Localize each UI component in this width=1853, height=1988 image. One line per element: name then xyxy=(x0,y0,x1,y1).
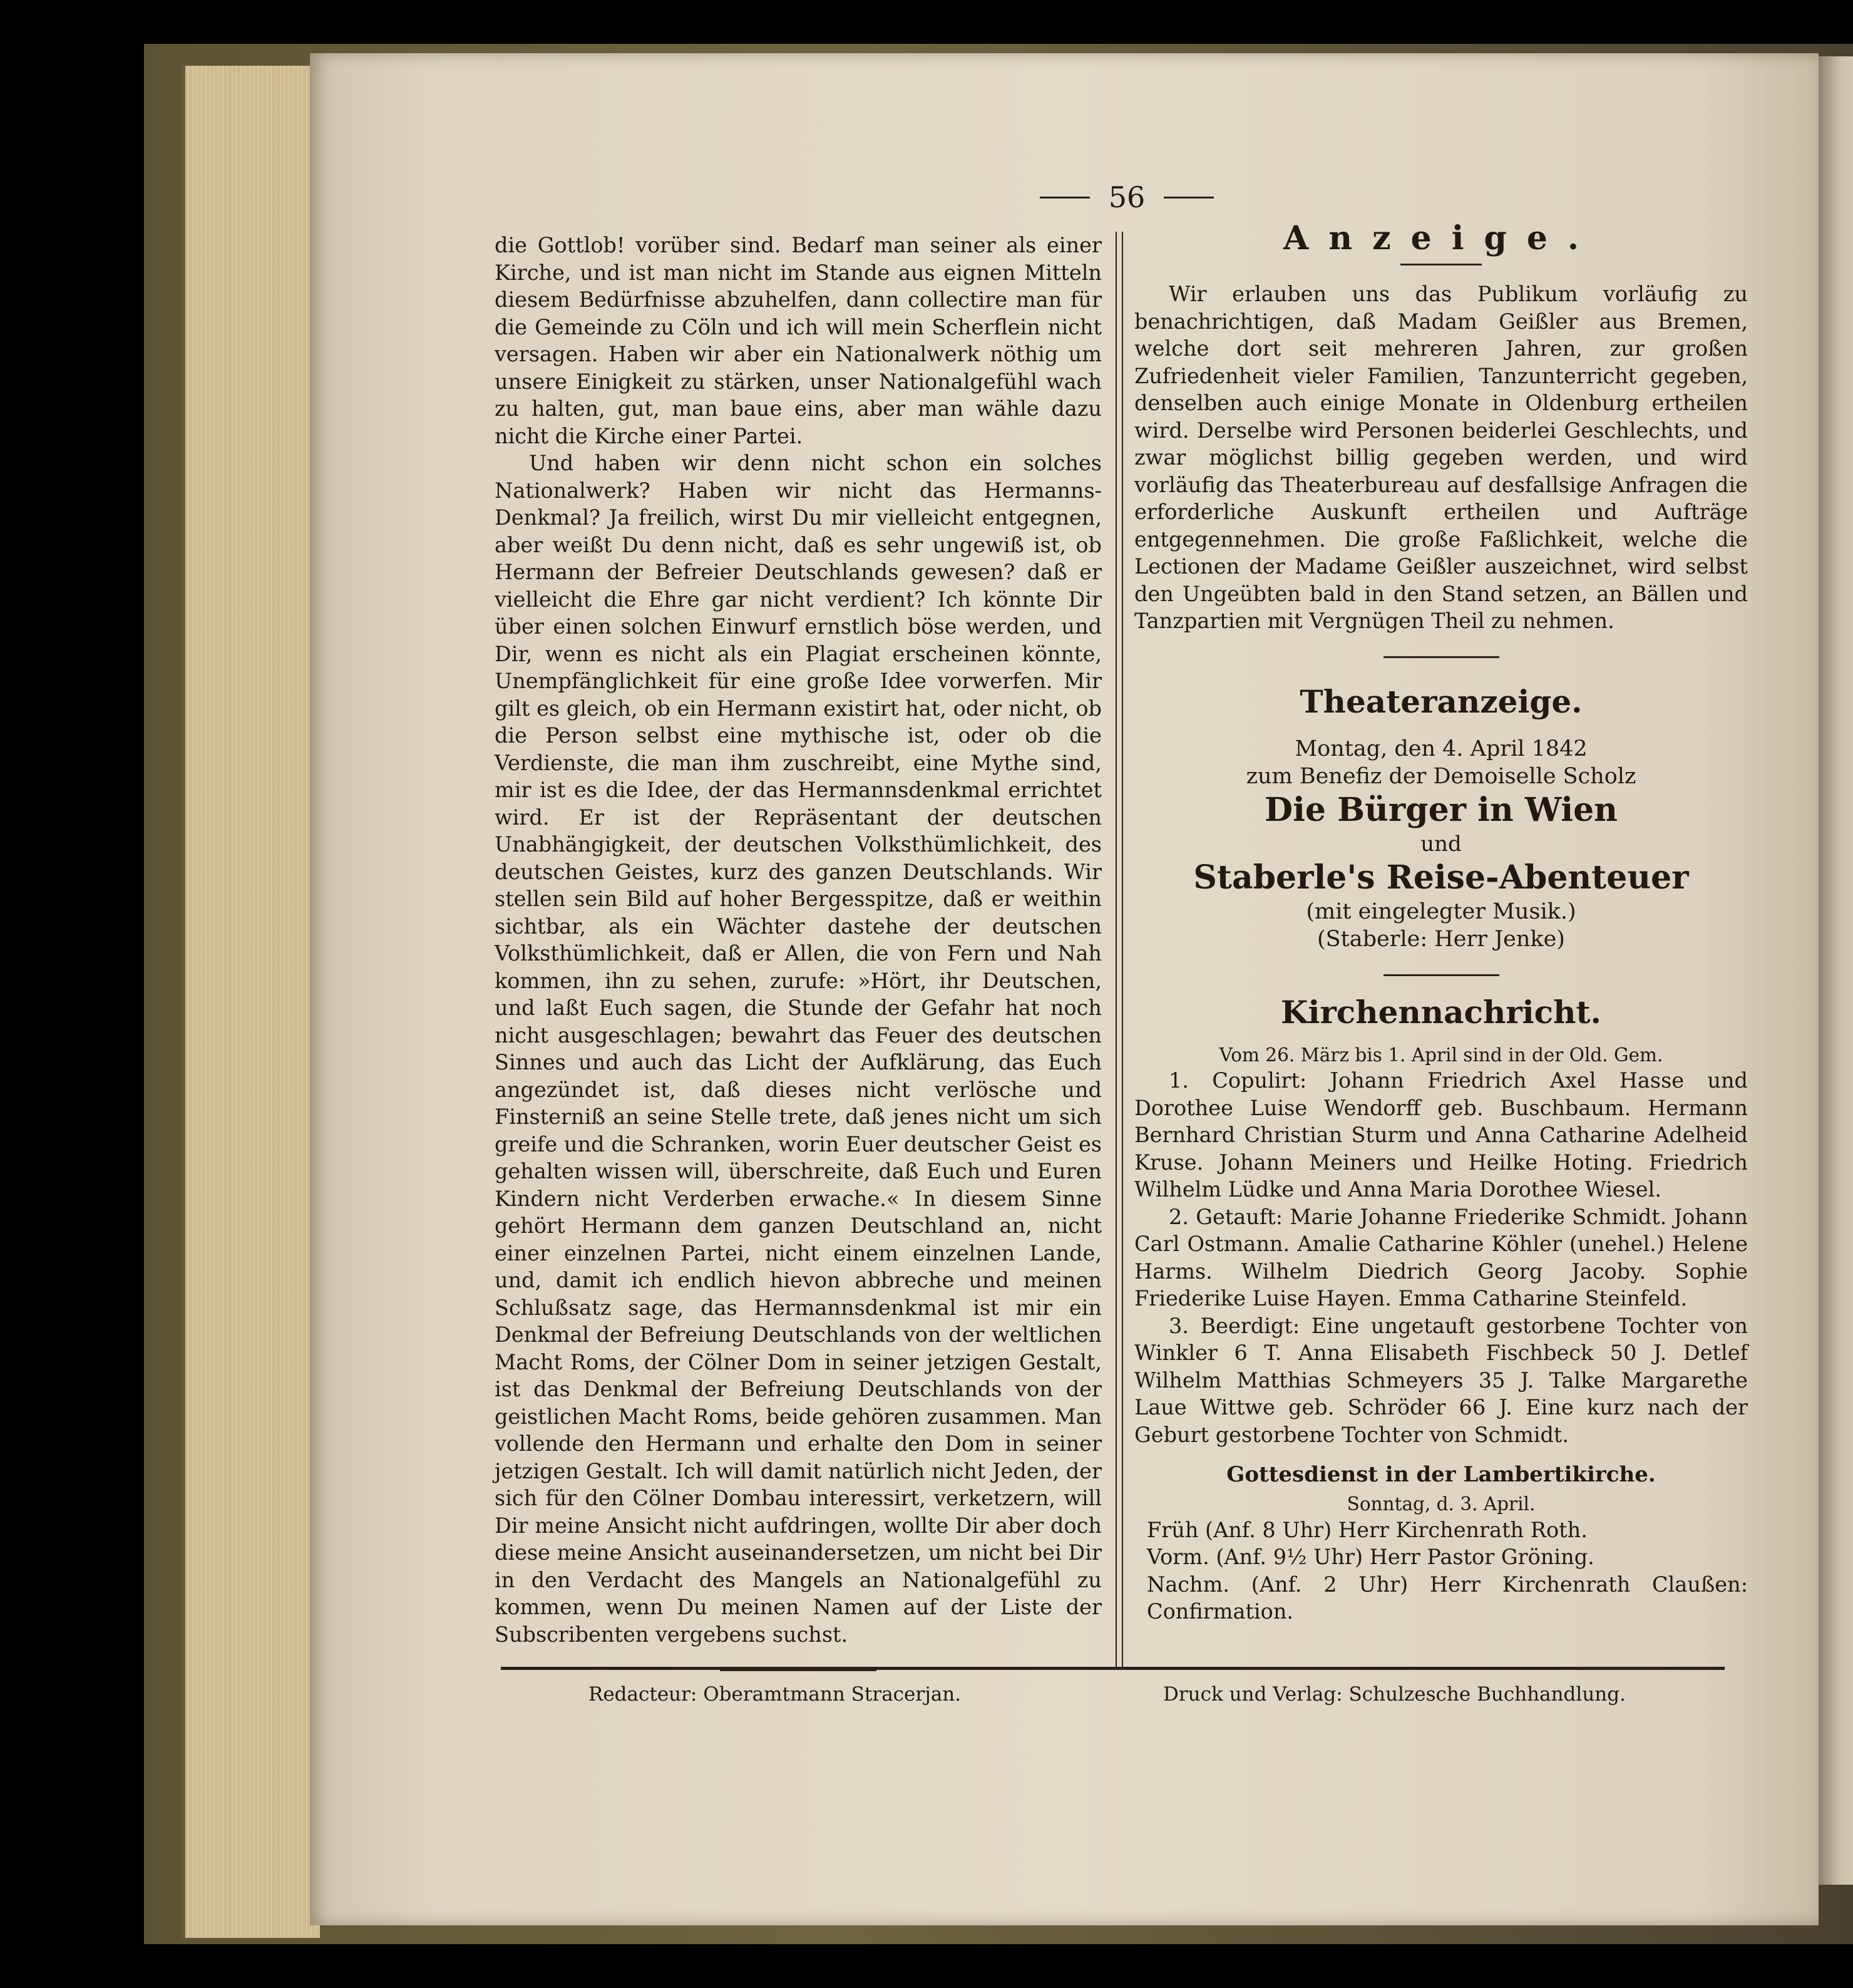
kirche-beerdigt: 3. Beerdigt: Eine ungetauft gestorbene Tochter von Winkler 6 T. Anna Elisabeth Fischbeck 50 J. Detlef Wilhelm Matthias Schmeyers 35 J. Talke Margarethe Laue Wittwe geb. Schröder 66 J. Eine kurz nach der Geburt gestorbene Tochter von Schmidt. xyxy=(1134,1313,1748,1447)
page-number-dash-left xyxy=(1040,197,1090,198)
theater-play-2: Staberle's Reise-Abenteuer xyxy=(1193,858,1689,897)
gottesdienst-frueh: Früh (Anf. 8 Uhr) Herr Kirchenrath Roth. xyxy=(1147,1517,1588,1542)
theater-benefit: zum Benefiz der Demoiselle Scholz xyxy=(1246,763,1636,789)
next-page-edge xyxy=(1819,56,1853,1885)
theater-title: Theateranzeige. xyxy=(1300,682,1583,720)
footer-rule xyxy=(501,1667,1725,1670)
theater-note: (mit eingelegter Musik.) xyxy=(1306,899,1576,924)
theater-end-rule xyxy=(1383,974,1499,976)
left-paragraph-2: Und haben wir denn nicht schon ein solches Nationalwerk? Haben wir nicht das Hermanns-Denkmal? Ja freilich, wirst Du mir vielleicht entgegnen, aber weißt Du denn nicht, daß es sehr ungewiß ist, ob Hermann der Befreier Deutschlands gewesen? daß er vielleicht die Ehre gar nicht verdient? Ich könnte Dir über einen solchen Einwurf ernstlich böse werden, und Dir, wenn es nicht als ein Plagiat erscheinen könnte, Unempfänglichkeit für eine große Idee vorwerfen. Mir gilt es gleich, ob ein Hermann existirt hat, oder nicht, ob die Person selbst eine mythische ist, oder ob die Verdienste, die man ihm zuschreibt, eine Mythe sind, mir ist es die Idee, der das Hermannsdenkmal errichtet wird. Er ist der Repräsentant der deutschen Unabhängigkeit, der deutschen Volksthümlichkeit, des deutschen Geistes, kurz des ganzen Deutschlands. Wir stellen sein Bild auf hoher Bergesspitze, daß er weithin sichtbar, als ein Wächter dastehe der deutschen Volksthümlichkeit, daß er Allen, die von Fern und Nah kommen, ihn zu sehen, zurufe: »Hört, ihr Deutschen, und laßt Euch sagen, die Stunde der Gefahr hat noch nicht ausgeschlagen; bewahrt das Feuer des deutschen Sinnes und auch das Licht der Aufklärung, das Euch angezündet ist, daß dieses nicht verlösche und Finsterniß an seine Stelle trete, daß jenes nicht um sich greife und die Schranken, worin Euer deutscher Geist es gehalten wissen will, überschreite, daß Euch und Euren Kindern nicht Verderben erwache.« In diesem Sinne gehört Hermann dem ganzen Deutschland an, nicht einer einzelnen Partei, nicht einem einzelnen Lande, und, damit ich endlich hievon abbreche und meinen Schlußsatz sage, das Hermannsdenkmal ist mir ein Denkmal der Befreiung Deutschlands von der weltlichen Macht Roms, der Cölner Dom in seiner jetzigen Gestalt, ist das Denkmal der Befreiung Deutschlands von der geistlichen Macht Roms, beide gehören zusammen. Man vollende den Hermann und erhalte den Dom in seiner jetzigen Gestalt. Ich will damit natürlich nicht Jeden, der sich für den Cölner Dombau interessirt, verketzern, will Dir meine Ansicht nicht aufdringen, wollte Dir aber doch diese meine Ansicht auseinandersetzen, um nicht bei Dir in den Verdacht des Mangels an Nationalgefühl zu kommen, wenn Du meinen Namen auf der Liste der Subscribenten vergebens suchst. xyxy=(495,451,1102,1647)
page-number xyxy=(1008,178,1246,216)
right-column xyxy=(1134,219,1748,1625)
theater-und: und xyxy=(1420,831,1462,857)
anzeige-end-rule xyxy=(1383,656,1499,658)
left-paragraph-1: die Gottlob! vorüber sind. Bedarf man seiner als einer Kirche, und ist man nicht im Stande aus eignen Mitteln diesem Bedürfnisse abzuhelfen, dann collectire man für die Gemeinde zu Cöln und ich will mein Scherflein nicht versagen. Haben wir aber ein Nationalwerk nöthig um unsere Einigkeit zu stärken, unser Nationalgefühl wach zu halten, gut, man baue eins, aber man wähle dazu nicht die Kirche einer Partei. xyxy=(495,233,1102,448)
gottesdienst-sonntag: Sonntag, d. 3. April. xyxy=(1347,1493,1536,1515)
theater-date: Montag, den 4. April 1842 xyxy=(1295,736,1588,761)
kirche-intro: Vom 26. März bis 1. April sind in der Old. Gem. xyxy=(1219,1044,1663,1066)
kirche-title: Kirchennachricht. xyxy=(1281,993,1601,1031)
page-number-text: 56 xyxy=(1108,180,1146,214)
gottesdienst-nachm: Nachm. (Anf. 2 Uhr) Herr Kirchenrath Claußen: Confirmation. xyxy=(1147,1572,1748,1624)
gottesdienst-title: Gottesdienst in der Lambertikirche. xyxy=(1226,1462,1656,1487)
left-column xyxy=(495,232,1102,1671)
imprint-redakteur: Redacteur: Oberamtmann Stracerjan. xyxy=(588,1683,962,1706)
column-divider xyxy=(1116,232,1123,1669)
page-edges xyxy=(182,66,320,1938)
theater-play-1: Die Bürger in Wien xyxy=(1265,790,1618,829)
anzeige-title: Anzeige. xyxy=(1283,219,1599,257)
theater-cast: (Staberle: Herr Jenke) xyxy=(1317,926,1565,952)
anzeige-rule xyxy=(1400,264,1482,265)
anzeige-text: Wir erlauben uns das Publikum vorläufig zu benachrichtigen, daß Madam Geißler aus Bremen, welche dort seit mehreren Jahren, zur großen Zufriedenheit vieler Familien, Tanzunterricht gegeben, denselben auch einige Monate in Oldenburg ertheilen wird. Derselbe wird Personen beiderlei Geschlechts, und zwar möglichst billig gegeben werden, und wird vorläufig das Theaterbureau auf desfallsige Anfragen die erforderliche Auskunft ertheilen und Aufträge entgegennehmen. Die große Faßlichkeit, welche die Lectionen der Madame Geißler auszeichnet, wird selbst den Ungeübten bald in den Stand setzen, an Bällen und Tanzpartien mit Vergnügen Theil zu nehmen. xyxy=(1134,282,1748,633)
imprint-druck: Druck und Verlag: Schulzesche Buchhandlung. xyxy=(1163,1683,1626,1706)
kirche-copulirt: 1. Copulirt: Johann Friedrich Axel Hasse und Dorothee Luise Wendorff geb. Buschbaum. Hermann Bernhard Christian Sturm und Anna Catharine Adelheid Kruse. Johann Meiners und Heilke Hoting. Friedrich Wilhelm Lüdke und Anna Maria Dorothee Wiesel. xyxy=(1134,1068,1748,1202)
kirche-getauft: 2. Getauft: Marie Johanne Friederike Schmidt. Johann Carl Ostmann. Amalie Catharine Köhler (unehel.) Helene Harms. Wilhelm Diedrich Georg Jacoby. Sophie Friederike Luise Hayen. Emma Catharine Steinfeld. xyxy=(1134,1204,1748,1311)
page-number-dash-right xyxy=(1164,197,1214,198)
gottesdienst-vorm: Vorm. (Anf. 9½ Uhr) Herr Pastor Gröning. xyxy=(1147,1545,1594,1569)
